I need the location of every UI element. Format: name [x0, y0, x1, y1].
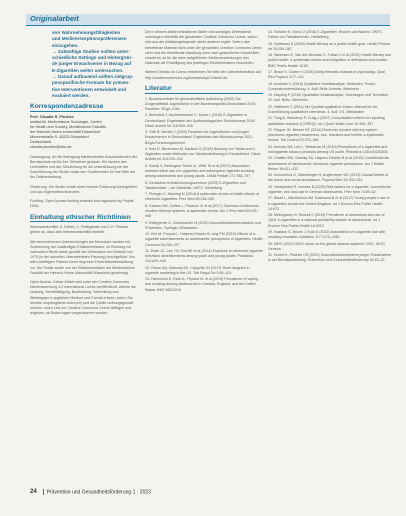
address-line: Moorenstraße 5, 40225 Düsseldorf	[30, 134, 89, 139]
address-line: Prof. Claudia R. Pischke	[30, 114, 74, 119]
reference-item: 7. Pisinger C, Døssing M (2014) A systematic review of health effects of electronic cigarettes. Prev Med 69:248–260	[145, 192, 259, 202]
page-footer	[30, 489, 151, 495]
reference-item: 4. Kotz D, Böckmann M, Kastaun S (2018) Nutzung von Tabak und E-Zigaretten sowie Methoden zur Tabakentwöhnung in Deutschland. Dtsch Arztebl Int 115:235–242	[145, 146, 261, 162]
reference-item: 16. Sørensen K, Van den Broucke S, Fullam J et al (2012) Health literacy and public health: a systematic review and integration of definitions and models. BMC Public Health 12:80	[268, 53, 392, 68]
reference-list	[145, 97, 263, 293]
paragraph: Funding. Open Access funding enabled and organized by Projekt DEAL.	[30, 199, 134, 209]
reference-item: 20. Helfferich C (2011) Die Qualität qualitativer Daten. Manual für die Durchführung qualitativer Interviews, 4. Aufl. VS, Wiesbaden	[268, 104, 378, 114]
paragraph: Danksagung. An die Befragung teilnehmenden Auszubildenden der Berufsschule sei für ihre Teilnahme gedankt. Wir danken den Lehrkräften und der Schulleitung für die Unterstützung bei der Durchführung der Studie sowie den Studierenden für ihre Hilfe bei der Datenerhebung.	[30, 154, 137, 180]
reference-list-continued	[268, 30, 392, 264]
reference-item: 12. Padon AA, Maloney EK, Cappella JN (2017) Youth-targeted e-cigarette marketing in the US. Tob Regul Sci 3:95–101	[145, 265, 250, 275]
paragraph: Interessenkonflikt. K. Eckert, C. Reifegerste und C.R. Pischke geben an, dass kein Interessenkonflikt besteht.	[30, 225, 129, 235]
paragraph: Die in diesem Artikel enthaltenen Bilder und sonstiges Drittmaterial unterliegen ebenfalls der genannten Creative Commons Lizenz, sofern sich aus der Abbildungslegende nichts anderes ergibt. Sofern das betreffende Material nicht unter der genannten Creative Commons Lizenz steht und die betreffende Handlung nicht nach gesetzlichen Vorschriften erlaubt ist, ist für die oben aufgeführten Weiterverwendungen des Materials die Einwilligung des jeweiligen Rechteinhabers einzuholen.	[145, 30, 262, 66]
reference-item: 25. Schomerus G, Matschinger H, Angermeyer MC (2014) Causal beliefs of the public and social acceptance. Psychol Med 44:303–314	[268, 173, 389, 183]
reference-item: 19. Mayring P (2015) Qualitative Inhaltsanalyse. Grundlagen und Techniken, 12. Aufl. Beltz, Weinheim	[268, 93, 390, 103]
reference-item: 5. Soneji S, Barrington-Trimis JL, Wills TA et al (2017) Association between initial use of e-cigarettes and subsequent cigarette smoking among adolescents and young adults. JAMA Pediatr 171:788–797	[145, 163, 255, 179]
correspondence-address	[30, 115, 138, 150]
reference-item: 14. Schaller K, Mons U (2018) E-Zigaretten: Risiken und Nutzen. DKFZ-Fakten zur Tabakkontrolle, Heidelberg	[268, 30, 383, 40]
reference-item: 27. Bauld L, MacKintosh AM, Eastwood B et al (2017) Young people's use of e-cigarettes across the United Kingdom. Int J Environ Res Public Health 14:973	[268, 196, 390, 211]
address-line: claudia.pischke@hhu.de	[30, 144, 72, 149]
paragraph: Förderung. Die Studie wurde ohne externe Förderung durchgeführt und aus Eigenmitteln finanziert.	[30, 184, 137, 194]
highlights-list	[52, 30, 138, 99]
page-number: 24	[30, 489, 37, 496]
paragraph: Alle beschriebenen Untersuchungen am Menschen wurden mit Zustimmung der zuständigen Ethikkommission, im Einklang mit nationalem Recht sowie gemäß der Deklaration von Helsinki von 1975 (in der aktuellen, überarbeiteten Fassung) durchgeführt. Von allen beteiligten Patient/-innen liegt eine Einverständniserklärung vor. Die Studie wurde von der Ethikkommission der Medizinischen Fakultät der Heinrich-Heine-Universität Düsseldorf genehmigt.	[30, 239, 136, 275]
reference-item: 6. Deutsches Krebsforschungszentrum (2020) E-Zigaretten und Tabakerhitzer – ein Überblick. DKFZ, Heidelberg	[145, 180, 247, 190]
reference-item: 28. McKeganey N, Russell C (2019) Prevalence of awareness and use of JUUL e-cigarettes in a national probability sample of adolescents. Int J Environ Res Public Health 16:4312	[268, 213, 385, 228]
reference-item: 13. Hammond D, Reid JL, Rynard VL et al (2019) Prevalence of vaping and smoking among adolescents in Canada, England, and the United States. BMJ 365:l2219	[145, 277, 258, 292]
footer-divider	[43, 489, 44, 495]
reference-item: 17. Braun V, Clarke V (2006) Using thematic analysis in psychology. Qual Res Psychol 3:77–101	[268, 69, 385, 80]
reference-item: 21. Tong A, Sainsbury P, Craig J (2007) Consolidated criteria for reporting qualitative research (COREQ). Int J Qual Health Care 19:349–357	[268, 116, 385, 126]
highlight-line: evaluiert werden.	[52, 92, 90, 98]
address-line: Institut für Medizinische Soziologie, Centre	[30, 119, 102, 124]
highlight-line: von Wahrnehmungsfähigkeiten	[52, 30, 121, 35]
reference-item: 11. Duke JC, Lee YO, Kim AE et al (2014) Exposure to electronic cigarette television advertisements among youth and young adults. Pediatrics 134:e29–e36	[145, 248, 263, 264]
highlight-line: → Zukünftige Studien sollten unter-	[52, 48, 130, 54]
column-middle	[145, 30, 263, 294]
license-text	[145, 30, 263, 81]
highlight-line: de junger Erwachsener in Bezug auf	[52, 61, 132, 67]
paragraph: Weitere Details zur Lizenz entnehmen Sie bitte der Lizenzinformation auf http://creativecommons.org/licenses/by/4.0/deed.de.	[145, 70, 261, 80]
highlight-line: einzugehen.	[52, 42, 79, 48]
reference-item: 22. Pepper JK, Brewer NT (2014) Electronic nicotine delivery system (electronic cigarette) awareness, use, reactions and beliefs: a systematic review. Tob Control 23:375–384	[268, 127, 384, 143]
reference-item: 31. Eckert K, Pischke CR (2021) Gesundheitskompetenz junger Erwachsener in der Berufsausbildung. Prävention und Gesundheitsförderung 16:15–22	[268, 253, 392, 263]
section-label: Originalarbeit	[30, 14, 79, 23]
reference-item: 10. Kim M, Popova L, Halpern-Felsher B, Ling PM (2019) Effects of e-cigarette advertisements on adolescents' perceptions of cigarettes. Health Commun 34:290–297	[145, 232, 263, 247]
ethics-title: Einhaltung ethischer Richtlinien	[30, 215, 138, 223]
highlight-line: schiedliche Settings und Hintergrün-	[52, 55, 133, 61]
address-line: for Health and Society, Medizinische Fakultät	[30, 124, 106, 129]
reference-item: 18. Kuckartz U (2018) Qualitative Inhaltsanalyse. Methoden, Praxis, Computerunterstützung, 4. Aufl. Beltz Juventa, Weinheim	[268, 81, 376, 91]
reference-item: 26. Hanewinkel R, Isensee B (2015) Risk factors for e-cigarette, conventional cigarette, and dual use in German adolescents. Prev Med 74:59–62	[268, 184, 391, 194]
highlight-line: → Darauf aufbauend sollten zielgrup-	[52, 74, 134, 80]
reference-item: 15. Nuttbeam D (2000) Health literacy as a public health goal. Health Promot Int 15:259–267	[268, 41, 391, 51]
reference-item: 29. Kastaun S, Brown J, Kotz D (2022) Association of e-cigarette use with smoking cessation. Addiction 117:1070–1081	[268, 229, 386, 240]
reference-item: 3. Orth B, Merkel C (2022) Rauchen bei Jugendlichen und jungen Erwachsenen in Deutschland. Ergebnisse des Alkoholsurveys 2021. BZgA-Forschungsbericht	[145, 130, 254, 145]
highlight-line: tive Interventionen entwickelt und	[52, 86, 127, 92]
highlight-line: E-Zigaretten weiter untersuchen.	[52, 67, 124, 73]
column-right	[268, 30, 392, 265]
acknowledgements	[30, 155, 138, 210]
address-line: der Heinrich-Heine-Universität Düsseldorf	[30, 129, 101, 134]
reference-item: 30. WHO (2021) WHO report on the global tobacco epidemic 2021. WHO, Geneva	[268, 241, 386, 251]
paragraph: Open Access. Dieser Artikel wird unter der Creative Commons Namensnennung 4.0 International Lizenz veröffentlicht, welche die Nutzung, Vervielfältigung, Bearbeitung, Verbreitung und Wiedergabe in jeglichem Medium und Format erlaubt, sofern Sie den/die ursprünglichen Autor(en) und die Quelle ordnungsgemäß nennen, einen Link zur Creative Commons Lizenz beifügen und angeben, ob Änderungen vorgenommen wurden.	[30, 280, 136, 316]
highlight-line: penspezifische Formate für präven-	[52, 80, 130, 86]
reference-item: 8. Glasser AM, Collins L, Pearson JL et al (2017) Overview of electronic nicotine delivery systems: a systematic review. Am J Prev Med 52:e33–e66	[145, 203, 259, 219]
literature-title: Literatur	[145, 86, 263, 94]
reference-item: 2. Atzendorf J, Aschenbrenner C, Kraus L (2019) E-Zigaretten in Deutschland: Ergebnisse des Epidemiologischen Suchtsurveys 2018. Dtsch Arztebl Int 116:909–916	[145, 113, 256, 128]
ethics-text	[30, 225, 138, 316]
reference-item: 1. Bundeszentrale für gesundheitliche Aufklärung (2020) Die Drogenaffinität Jugendlicher in der Bundesrepublik Deutschland 2019. Rauchen. BZgA, Köln	[145, 96, 257, 111]
address-line: Deutschland	[30, 139, 52, 144]
column-left	[30, 30, 138, 320]
reference-item: 24. Chaffee BW, Gansky SA, Halpern-Felsher B et al (2015) Conditional risk assessment of adolescents' electronic cigarette perceptions. Am J Health Behav 39:421–432	[268, 156, 389, 171]
section-header	[26, 14, 390, 26]
correspondence-title: Korrespondenzadresse	[30, 104, 138, 112]
highlight-line: und Medienrezeptionspräferenzen	[52, 36, 127, 42]
reference-item: 23. Amrock SM, Lee L, Weitzman M (2016) Perceptions of e-cigarettes and noncigarette tobacco products among US youth. Pediatrics 138:e20154306	[268, 144, 388, 154]
journal-name: Prävention und Gesundheitsförderung 1 · 2023	[46, 489, 151, 496]
reference-item: 9. Reifegerste D, Schumacher M (2019) Gesundheitskommunikation und Prävention. Springer, Wiesbaden	[145, 220, 261, 230]
